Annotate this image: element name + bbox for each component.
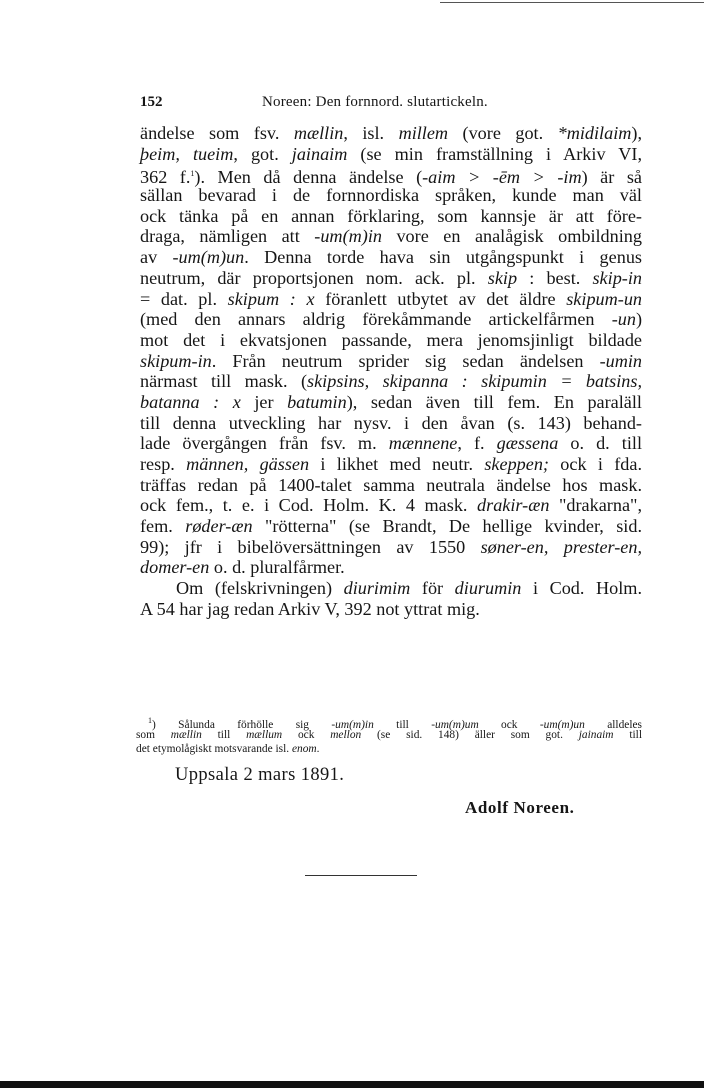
footnote-line: $^1$) Sålunda förhölle sig -um(m)in till -um(m)um ock -um(m)un alldeles [148, 716, 642, 731]
text-line: draga, nämligen att -um(m)in vore en analågisk ombildning [140, 226, 642, 247]
paragraph-2 [140, 578, 642, 619]
text-line: av -um(m)un. Denna torde hava sin utgångspunkt i genus [140, 247, 642, 268]
bottom-edge [0, 1081, 704, 1088]
page-number: 152 [140, 94, 163, 110]
text-line: sällan bevarad i de fornnordiska språken, kunde man väl [140, 185, 642, 206]
text-line: lade övergången från fsv. m. mænnene, f. gæssena o. d. till [140, 433, 642, 454]
text-line: A 54 har jag redan Arkiv V, 392 not yttrat mig. [140, 598, 480, 619]
text-line: Om (felskrivningen) diurimim för diurumin i Cod. Holm. [176, 578, 642, 599]
footnote-line: som mællin till mællum ock mellon (se sid. 148) äller som got. jainaim till [136, 729, 642, 742]
running-title: Noreen: Den fornnord. slutartickeln. [262, 94, 488, 110]
text-line: till denna utveckling har nysv. i den åvan (s. 143) behand- [140, 412, 642, 433]
text-line: neutrum, där proportsjonen nom. ack. pl. skip : best. skip-in [140, 267, 642, 288]
text-line: ändelse som fsv. mællin, isl. millem (vore got. *midilaim), [140, 123, 642, 143]
footnote-line: det etymolågiskt motsvarande isl. enom. [136, 743, 320, 756]
text-line: närmast till mask. (skipsins, skipanna : skipumin = batsins, [140, 371, 643, 392]
text-line: þeim, tueim, got. jainaim (se min framställning i Arkiv VI, [140, 143, 642, 164]
text-line: = dat. pl. skipum : x föranlett utbytet av det äldre skipum-un [140, 288, 643, 309]
paragraph-1 [140, 123, 642, 578]
footnote [136, 714, 642, 757]
text-line: träffas redan på 1400-talet samma neutrala ändelse hos mask. [140, 474, 642, 495]
text-line: domer-en o. d. pluralfårmer. [140, 557, 345, 578]
dateline: Uppsala 2 mars 1891. [175, 765, 345, 785]
text-line: ock fem., t. e. i Cod. Holm. K. 4 mask. drakir-æn "drakarna", [140, 495, 642, 516]
text-line: (med den annars aldrig förekåmmande artickelfårmen -un) [140, 309, 642, 330]
top-rule [440, 2, 704, 3]
text-line: fem. røder-æn "rötterna" (se Brandt, De hellige kvinder, sid. [140, 516, 643, 537]
text-line: resp. männen, gässen i likhet med neutr. skeppen; ock i fda. [140, 454, 642, 474]
text-line: ock tänka på en annan förklaring, som kannsje är att före- [140, 205, 642, 226]
signature: Adolf Noreen. [465, 798, 575, 817]
text-line: 99); jfr i bibelöversättningen av 1550 søner-en, prester-en, [140, 536, 643, 557]
body-text [140, 123, 642, 620]
page-header [140, 94, 640, 114]
text-line: mot det i ekvatsjonen passande, mera jenomsjinligt bildade [140, 329, 642, 350]
end-rule [305, 875, 417, 876]
text-line: skipum-in. Från neutrum sprider sig sedan ändelsen -umin [140, 350, 642, 371]
text-line: batanna : x jer batumin), sedan även till fem. En paraläll [140, 391, 642, 412]
text-line: 362 f.$^1$). Men då denna ändelse (-aim > -ēm > -im) är så [140, 167, 642, 188]
